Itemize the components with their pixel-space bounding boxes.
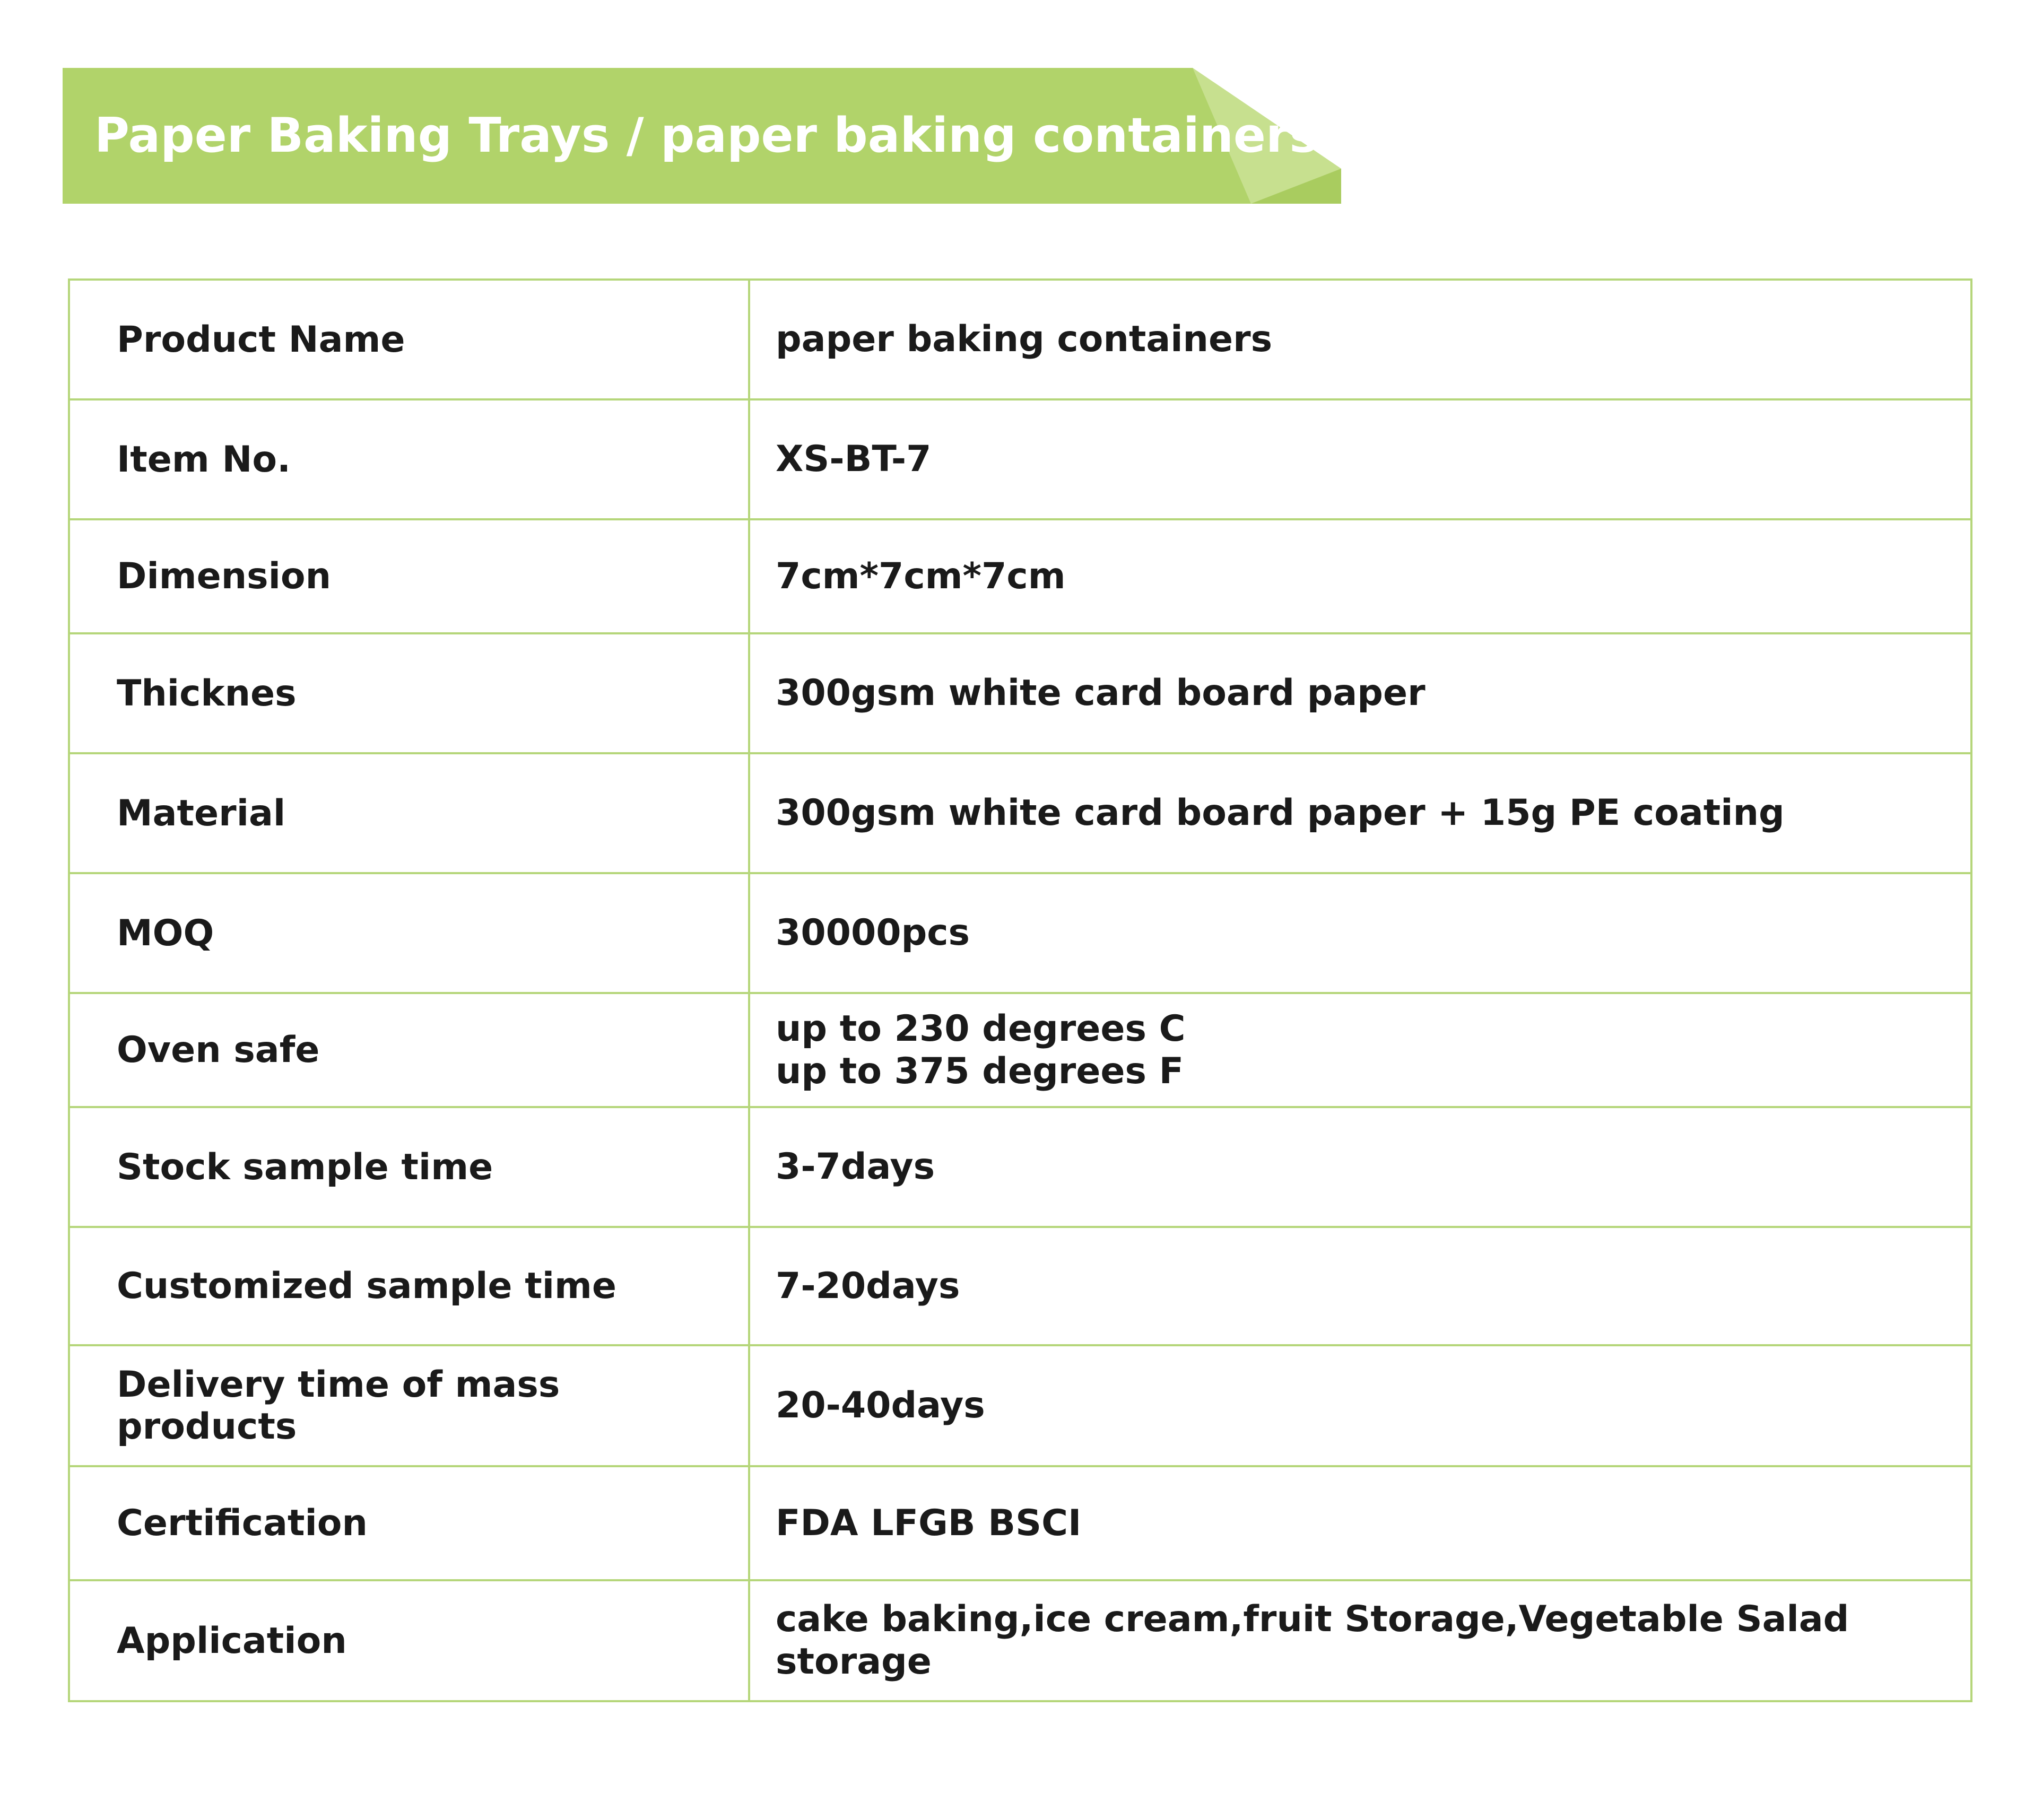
spec-label: Product Name [69, 280, 749, 399]
table-row [69, 1466, 1971, 1580]
table-row [69, 399, 1971, 519]
spec-label: Thicknes [69, 633, 749, 753]
table-row [69, 1227, 1971, 1345]
spec-value: 300gsm white card board paper + 15g PE coating [749, 753, 1971, 873]
table-row [69, 519, 1971, 633]
spec-label: Stock sample time [69, 1107, 749, 1227]
spec-label: Item No. [69, 399, 749, 519]
spec-value: FDA LFGB BSCI [749, 1466, 1971, 1580]
table-row [69, 1580, 1971, 1701]
page-title: Paper Baking Trays / paper baking containers [94, 108, 1318, 163]
spec-label: Customized sample time [69, 1227, 749, 1345]
spec-value: 7cm*7cm*7cm [749, 519, 1971, 633]
spec-table [68, 278, 1972, 1702]
table-row [69, 633, 1971, 753]
table-row [69, 753, 1971, 873]
table-row [69, 873, 1971, 993]
table-row [69, 1107, 1971, 1227]
spec-value: cake baking,ice cream,fruit Storage,Vegetable Salad storage [749, 1580, 1971, 1701]
title-banner [63, 68, 1341, 204]
spec-value: 20-40days [749, 1345, 1971, 1466]
spec-value: XS-BT-7 [749, 399, 1971, 519]
spec-label: Certification [69, 1466, 749, 1580]
spec-label: Dimension [69, 519, 749, 633]
spec-label: MOQ [69, 873, 749, 993]
spec-value: 300gsm white card board paper [749, 633, 1971, 753]
spec-label: Material [69, 753, 749, 873]
table-row [69, 1345, 1971, 1466]
table-row [69, 280, 1971, 399]
spec-value: 30000pcs [749, 873, 1971, 993]
spec-label: Oven safe [69, 993, 749, 1107]
spec-value: 7-20days [749, 1227, 1971, 1345]
spec-label: Application [69, 1580, 749, 1701]
spec-value: up to 230 degrees C up to 375 degrees F [749, 993, 1971, 1107]
table-row [69, 993, 1971, 1107]
spec-value: 3-7days [749, 1107, 1971, 1227]
spec-value: paper baking containers [749, 280, 1971, 399]
spec-label: Delivery time of mass products [69, 1345, 749, 1466]
